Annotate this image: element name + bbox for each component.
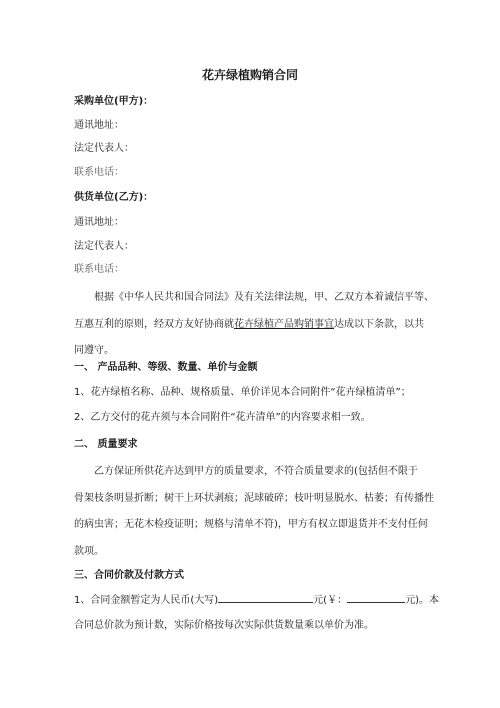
section-2-line-3: 的病虫害；无花木检疫证明；规格与清单不符)，甲方有权立即退货并不支付任何 — [74, 519, 428, 530]
section-1-heading: 一、 产品品种、等级、数量、单价与金额 — [74, 362, 258, 373]
preamble-line-2-start: 互惠互利的原则，经双方友好协商就 — [74, 319, 234, 330]
section-3-line-2: 合同总价款为预计数，实际价格按每次实际供货数量乘以单价为准。 — [74, 620, 374, 631]
document-title: 花卉绿植购销合同 — [201, 68, 298, 82]
section-2-heading: 二、 质量要求 — [74, 439, 138, 450]
supplier-representative: 法定代表人： — [74, 241, 134, 252]
buyer-heading: 采购单位(甲方)： — [74, 96, 154, 107]
preamble-line-1: 根据《中华人民共和国合同法》及有关法律法规，甲、乙双方本着诚信平等、 — [94, 292, 434, 303]
section-3-line-1 — [74, 592, 439, 608]
preamble-underlined-subject: 花卉绿植产品购销事宜 — [234, 319, 334, 330]
preamble-line-2 — [74, 318, 424, 332]
buyer-address: 通讯地址： — [74, 120, 124, 131]
buyer-representative: 法定代表人： — [74, 143, 134, 154]
preamble-line-3: 同遵守。 — [74, 345, 114, 356]
preamble-line-2-end: 达成以下条款，以共 — [334, 319, 424, 330]
supplier-phone: 联系电话： — [74, 264, 124, 275]
supplier-heading: 供货单位(乙方)： — [74, 192, 154, 203]
section-2-line-2: 骨架枝条明显折断；树干上环状剥痕；泥球破碎；枝叶明显脱水、枯萎；有传播性 — [74, 493, 434, 504]
section-1-item-1: 1、花卉绿植名称、品种、规格质量、单价详见本合同附件“花卉绿植清单”； — [74, 387, 411, 398]
buyer-phone: 联系电话： — [74, 167, 124, 178]
amount-suffix: 元)。本 — [405, 595, 439, 606]
contract-amount-label: 1、合同金额暂定为人民币(大写) — [74, 595, 219, 606]
section-2-line-1: 乙方保证所供花卉达到甲方的质量要求，不符合质量要求的(包括但不限于 — [94, 466, 418, 477]
amount-figures-blank — [347, 592, 405, 603]
section-2-line-4: 款项。 — [74, 546, 104, 557]
amount-figures-label: 元(￥： — [313, 595, 348, 606]
amount-words-blank — [218, 592, 313, 603]
section-3-heading: 三、合同价款及付款方式 — [74, 570, 184, 581]
section-1-item-2: 2、乙方交付的花卉须与本合同附件“花卉清单”的内容要求相一致。 — [74, 412, 371, 423]
supplier-address: 通讯地址： — [74, 217, 124, 228]
